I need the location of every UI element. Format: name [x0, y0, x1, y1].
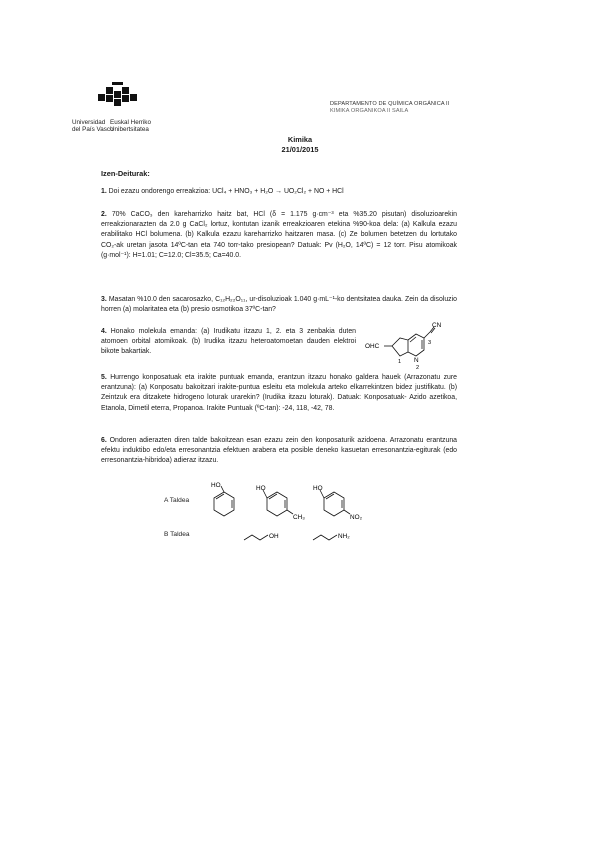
propylamine-structure [311, 526, 361, 546]
group-b-label: B Taldea [164, 531, 190, 538]
ho-label: HO [256, 485, 266, 492]
ho-label: HO [313, 485, 323, 492]
oh-label: OH [269, 533, 279, 540]
molecule-group-label: OHC [365, 343, 380, 350]
question-3: 3. Masatan %10.0 den sacarosazko, C₁₂H₂₂O₁₁, ur-disoluzioak 1.040 g·mL⁻¹-ko dentsitatea dauka. Zein da disoluzio horren (a) molaritatea eta (b) presio osmotikoa 37ºC-tan? [101, 296, 457, 314]
no2-label: NO₂ [350, 514, 363, 521]
question-6: 6. Ondoren adierazten diren talde bakoitzean esan ezazu zein den konposaturik azidoena. Arrazonatu erantzuna efektu induktibo edo/eta erresonantzia efektuen arabera eta posible deneko kasuetan erresonantzia-egiturak (edo erresonantzia-hibridoa) adieraz itzazu. [101, 437, 457, 465]
cresol-structure [255, 480, 315, 524]
question-5: 5. Hurrengo konposatuak eta irakite puntuak emanda, erantzun itzazu honako galdera hauek (Arrazonatu zure erantzuna): (a) Konposatu bakoitzari irakite-puntua esleitu eta molekula arteko elkarrekintzen bidez justifikatu. (b) Zeintzuk era ditzakete hidrogeno loturak urarekin? (Irudika itzazu loturak). Datuak: Konposatuak- Azido azetikoa, Etanola, Dimetil eterra, Propanoa. Irakite Puntuak (ºC-tan): -24, 118, -42, 78. [101, 374, 457, 412]
question-4: 4. Honako molekula emanda: (a) Irudikatu itzazu 1, 2. eta 3 zenbakia duten atomoen orbital atomikoak. (b) Irudika itzazu heteroatomoetan dauden elektroi bikote bakartiak. [101, 328, 356, 356]
department-header: DEPARTAMENTO DE QUÍMICA ORGÁNICA II KIMIKA ORGANIKOA II SAILA [330, 101, 450, 114]
exam-date: 21/01/2015 [281, 145, 319, 154]
molecule-num-2: 2 [416, 365, 420, 371]
university-emblem-icon [98, 82, 138, 114]
molecule-num-1: 1 [398, 359, 402, 365]
question-1: 1. Doi ezazu ondorengo erreakzioa: UCl₄ + HNO₃ + H₂O → UO₂Cl₂ + NO + HCl [101, 188, 344, 195]
ch3-label: CH₃ [293, 514, 305, 521]
group-a-label: A Taldea [164, 497, 190, 504]
molecule-n-label: N [414, 357, 419, 364]
propanol-structure [242, 526, 292, 546]
question-2: 2. 70% CaCO₃ den kareharrizko haitz bat, HCl (δ = 1.175 g·cm⁻³ eta %35.20 pisutan) disoluzioarekin erreakzionarazten da 2.0 g CaCl₂ lortuz, kontutan izanik erreakzioaren etekina %90-koa dela: (a) Kalkula ezazu erabilitako HCl bolumena. (b) Kalkula ezazu kareharrizko haitzaren masa. (c) Ze bolumen betetzen du lortutako CO₂-ak uretan jasota 14ºC-tan eta 740 torr-tako presiopean? Datuak: Pv (H₂O, 14ºC) = 12 torr. Pisu atomikoak (g·mol⁻¹): H=1.01; C=12.0; Cl=35.5; Ca=40.0. [101, 211, 457, 259]
university-name-es: Universidad del País Vasco [72, 119, 114, 134]
bicyclic-molecule-diagram [362, 322, 462, 372]
molecule-cn-label: CN [432, 322, 442, 329]
phenol-structure [202, 480, 252, 524]
name-label: Izen-Deiturak: [101, 169, 150, 178]
exam-subject: Kimika [287, 135, 313, 144]
nitrophenol-structure [312, 480, 382, 524]
molecule-num-3: 3 [428, 340, 432, 346]
nh2-label: NH₂ [338, 533, 350, 540]
university-name-eu: Euskal Herriko Unibertsitatea [110, 119, 151, 134]
exam-title [0, 135, 600, 155]
university-logo [72, 82, 172, 142]
ho-label: HO [211, 482, 221, 489]
